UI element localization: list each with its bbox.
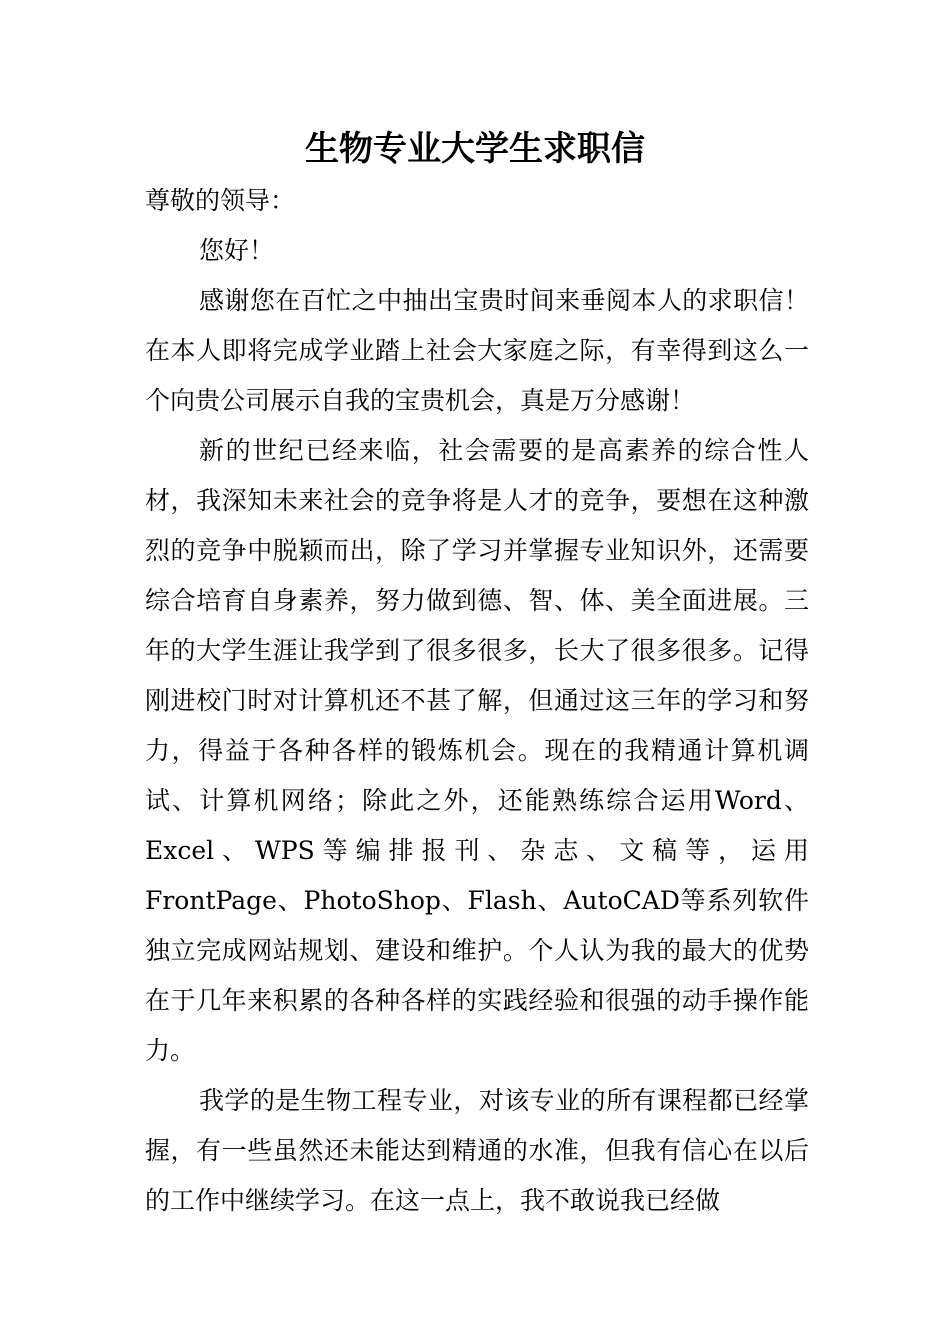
paragraph-major: 我学的是生物工程专业，对该专业的所有课程都已经掌握，有一些虽然还未能达到精通的水准，但我有信心在以后的工作中继续学习。在这一点上，我不敢说我已经做 [145,1086,809,1215]
paragraph-skills: 新的世纪已经来临，社会需要的是高素养的综合性人材，我深知未来社会的竞争将是人才的竞争，要想在这种激烈的竞争中脱颖而出，除了学习并掌握专业知识外，还需要综合培育自身素养，努力做到德、智、体、美全面进展。三年的大学生涯让我学到了很多很多，长大了很多很多。记得刚进校门时对计算机还不甚了解，但通过这三年的学习和努力，得益于各种各样的锻炼机会。现在的我精通计算机调试、计算机网络；除此之外，还能熟练综合运用Word、Excel、WPS等编排报刊、杂志、文稿等，运用FrontPage、PhotoShop、Flash、AutoCAD等系列软件独立完成网站规划、建设和维护。个人认为我的最大的优势在于几年来积累的各种各样的实践经验和很强的动手操作能力。 [145,436,809,1065]
document-title: 生物专业大学生求职信 [305,129,645,169]
letter-body [145,176,809,1226]
greeting: 您好！ [199,236,275,265]
paragraph-thanks: 感谢您在百忙之中抽出宝贵时间来垂阅本人的求职信！在本人即将完成学业踏上社会大家庭之际，有幸得到这么一个向贵公司展示自我的宝贵机会，真是万分感谢！ [145,286,809,415]
salutation: 尊敬的领导： [145,186,296,215]
